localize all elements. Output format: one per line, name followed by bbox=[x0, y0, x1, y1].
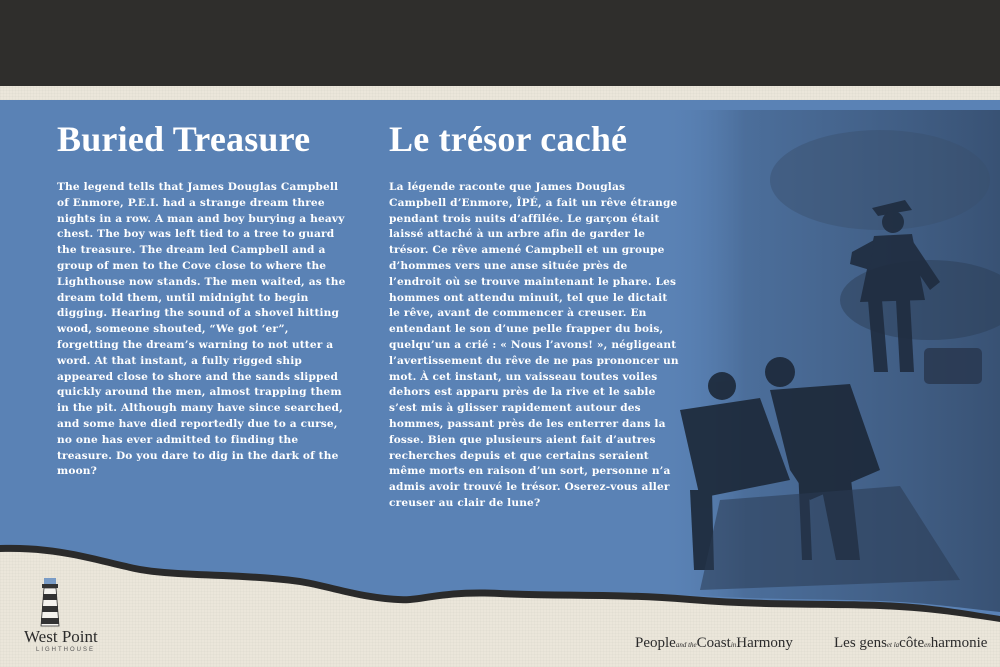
tagline-connector: en bbox=[924, 641, 931, 649]
english-column bbox=[57, 118, 347, 480]
french-body: La légende raconte que James Douglas Campbell d’Enmore, ÎPÉ, a fait un rêve étrange pendant trois nuits d’affilée. Le garçon était laissé attaché à un arbre afin de garder le trésor. Ce rêve amené Campbell et un groupe d’hommes vers une anse située près de l’endroit où se trouve maintenant le phare. Les hommes ont attendu minuit, tel que le dictait le rêve, avant de commencer à creuser. En entendant le son d’une pelle frapper du bois, quelqu’un a crié : « Nous l’avons! », négligeant l’avertissement du rêve de ne pas prononcer un mot. À cet instant, un vaisseau toutes voiles dehors est apparu près de la rive et le sable s’est mis à glisser rapidement autour des hommes, passant près de les enterrer dans la fosse. Bien que plusieurs aient fait d’autres recherches depuis et que certains seraient même morts en raison d’un sort, personne n’a admis avoir trouvé le trésor. Oserez-vous aller creuser au clair de lune? bbox=[389, 181, 679, 509]
tagline-word: harmonie bbox=[930, 635, 988, 651]
french-column bbox=[389, 118, 679, 512]
tagline-connector: et la bbox=[886, 641, 900, 649]
tagline-word: Coast bbox=[696, 635, 731, 651]
french-title: Le trésor caché bbox=[389, 119, 628, 159]
tagline-connector: and the bbox=[675, 641, 697, 649]
tagline-word: Harmony bbox=[736, 635, 793, 651]
english-title: Buried Treasure bbox=[57, 119, 311, 159]
english-tagline bbox=[635, 635, 793, 652]
tagline-word: Les gens bbox=[834, 635, 887, 651]
english-body: The legend tells that James Douglas Campbell of Enmore, P.E.I. had a strange dream three nights in a row. A man and boy burying a heavy chest. The boy was left tied to a tree to guard the treasure. The dream led Campbell and a group of men to the Cove close to where the Lighthouse now stands. The men waited, as the dream told them, until midnight to begin digging. Hearing the sound of a shovel hitting wood, someone shouted, “We got ‘er”, forgetting the dream’s warning to not utter a word. At that instant, a fully rigged ship appeared close to shore and the sands slipped quickly around the men, almost trapping them in the pit. Although many have since searched, and some have died reportedly due to a curse, no one has ever admitted to finding the treasure. Do you dare to dig in the dark of the moon? bbox=[57, 181, 346, 478]
tagline-word: People bbox=[635, 635, 676, 651]
tagline-word: côte bbox=[899, 635, 925, 651]
tagline-connector: in bbox=[730, 641, 737, 649]
treasure-diggers-illustration bbox=[660, 110, 1000, 612]
logo-name: West Point bbox=[24, 627, 98, 646]
logo-subtitle: LIGHTHOUSE bbox=[36, 647, 96, 653]
french-tagline bbox=[834, 635, 987, 652]
